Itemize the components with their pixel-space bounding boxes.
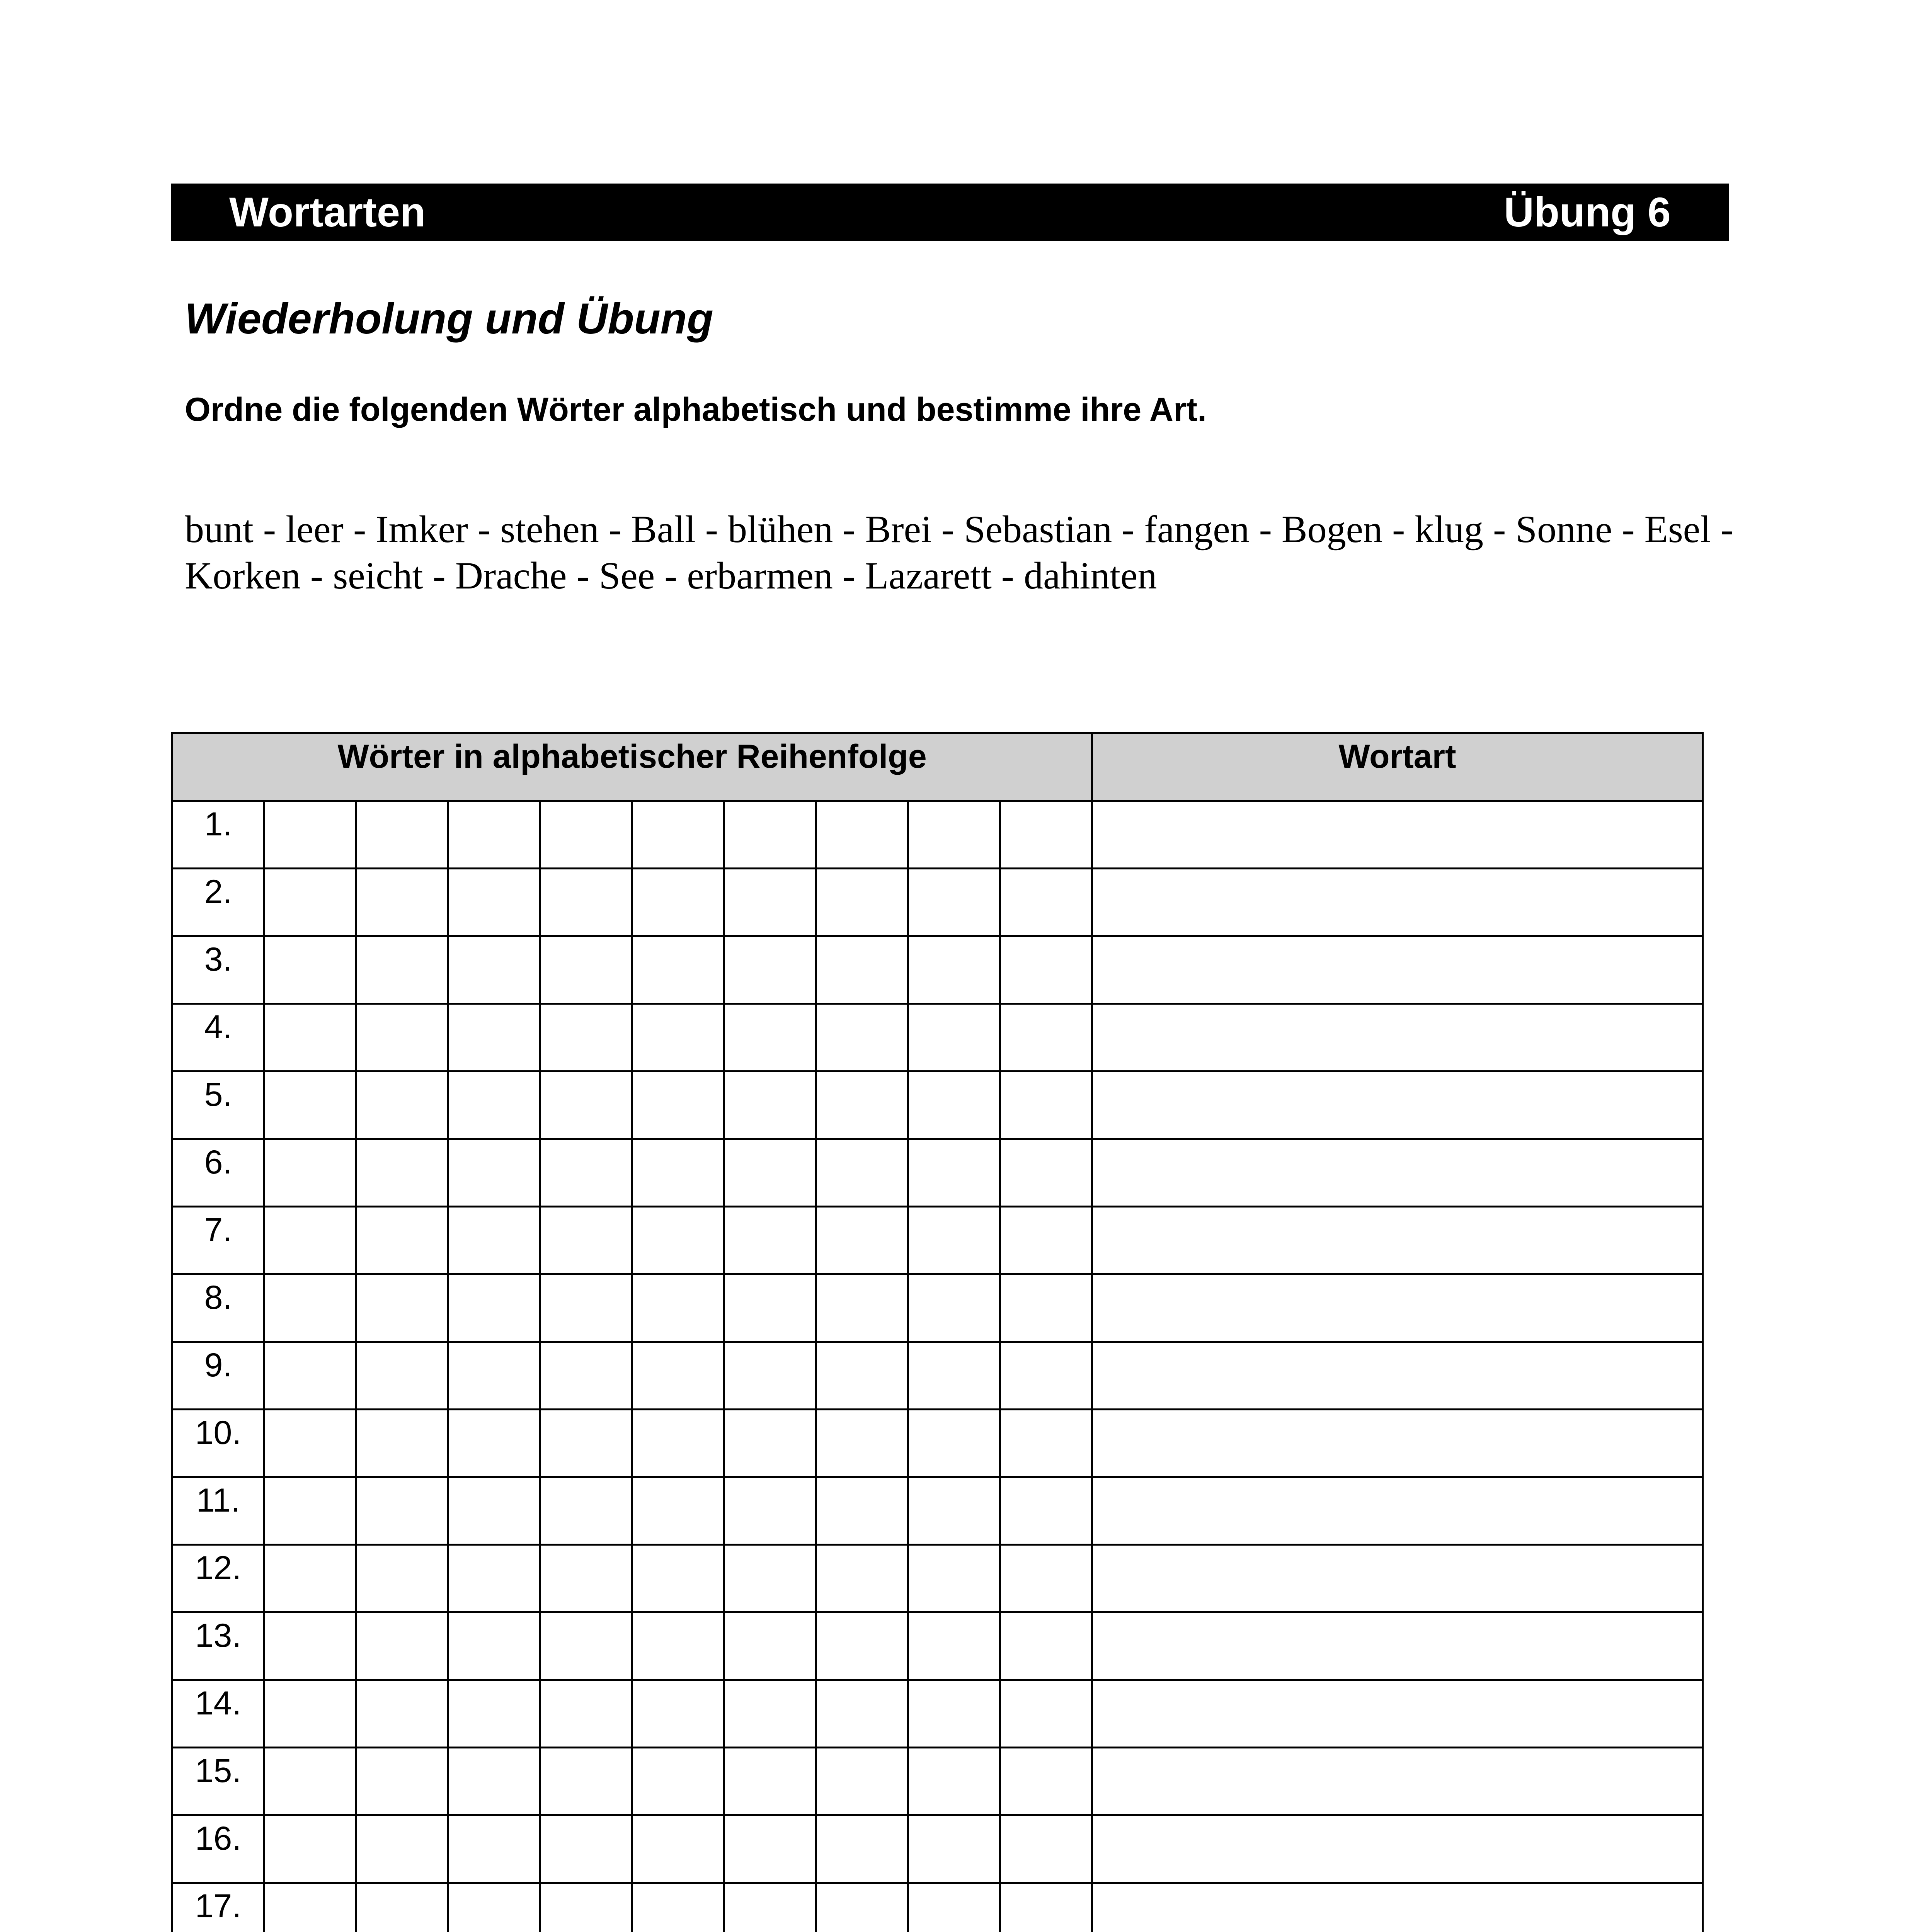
letter-cell[interactable]	[540, 1545, 632, 1612]
letter-cell[interactable]	[632, 1680, 724, 1748]
letter-cell[interactable]	[448, 1680, 540, 1748]
table-row	[172, 1477, 1703, 1545]
letter-cell[interactable]	[816, 1545, 908, 1612]
letter-cell[interactable]	[632, 1207, 724, 1274]
word-type-cell[interactable]	[1092, 1680, 1703, 1748]
letter-cell[interactable]	[264, 1748, 356, 1815]
table-row	[172, 1207, 1703, 1274]
row-number: 4.	[172, 1004, 264, 1071]
row-number: 6.	[172, 1139, 264, 1207]
word-line: Korken - seicht - Drache - See - erbarmen - Lazarett - dahinten	[185, 554, 1157, 597]
row-number: 16.	[172, 1815, 264, 1883]
word-type-cell[interactable]	[1092, 1612, 1703, 1680]
row-number: 10.	[172, 1410, 264, 1477]
letter-cell[interactable]	[1000, 1410, 1092, 1477]
letter-cell[interactable]	[908, 1071, 1000, 1139]
letter-cell[interactable]	[1000, 1139, 1092, 1207]
letter-cell[interactable]	[264, 1545, 356, 1612]
word-type-cell[interactable]	[1092, 1342, 1703, 1410]
letter-cell[interactable]	[264, 936, 356, 1004]
letter-cell[interactable]	[816, 1071, 908, 1139]
letter-cell[interactable]	[448, 1477, 540, 1545]
letter-cell[interactable]	[356, 1612, 448, 1680]
letter-cell[interactable]	[540, 801, 632, 869]
letter-cell[interactable]	[1000, 936, 1092, 1004]
letter-cell[interactable]	[356, 801, 448, 869]
row-number: 14.	[172, 1680, 264, 1748]
letter-cell[interactable]	[448, 1342, 540, 1410]
letter-cell[interactable]	[724, 801, 816, 869]
letter-cell[interactable]	[264, 1342, 356, 1410]
letter-cell[interactable]	[264, 1477, 356, 1545]
word-type-cell[interactable]	[1092, 1207, 1703, 1274]
letter-cell[interactable]	[356, 1274, 448, 1342]
column-header-words: Wörter in alphabetischer Reihenfolge	[172, 733, 1092, 801]
letter-cell[interactable]	[908, 1748, 1000, 1815]
letter-cell[interactable]	[540, 1004, 632, 1071]
letter-cell[interactable]	[908, 1274, 1000, 1342]
letter-cell[interactable]	[448, 1139, 540, 1207]
letter-cell[interactable]	[356, 1139, 448, 1207]
word-list	[185, 506, 1769, 599]
letter-cell[interactable]	[816, 1477, 908, 1545]
letter-cell[interactable]	[356, 936, 448, 1004]
word-type-cell[interactable]	[1092, 1004, 1703, 1071]
letter-cell[interactable]	[1000, 1815, 1092, 1883]
letter-cell[interactable]	[724, 936, 816, 1004]
letter-cell[interactable]	[540, 869, 632, 936]
letter-cell[interactable]	[908, 1139, 1000, 1207]
letter-cell[interactable]	[448, 1004, 540, 1071]
letter-cell[interactable]	[1000, 1207, 1092, 1274]
letter-cell[interactable]	[908, 1815, 1000, 1883]
letter-cell[interactable]	[1000, 1071, 1092, 1139]
letter-cell[interactable]	[816, 1410, 908, 1477]
letter-cell[interactable]	[724, 1612, 816, 1680]
table-row	[172, 1071, 1703, 1139]
letter-cell[interactable]	[816, 869, 908, 936]
letter-cell[interactable]	[908, 1680, 1000, 1748]
letter-cell[interactable]	[264, 1815, 356, 1883]
letter-cell[interactable]	[356, 1680, 448, 1748]
letter-cell[interactable]	[356, 1883, 448, 1932]
letter-cell[interactable]	[632, 1545, 724, 1612]
letter-cell[interactable]	[632, 1612, 724, 1680]
letter-cell[interactable]	[908, 1004, 1000, 1071]
table-row	[172, 1274, 1703, 1342]
letter-cell[interactable]	[908, 1477, 1000, 1545]
letter-cell[interactable]	[1000, 1883, 1092, 1932]
letter-cell[interactable]	[264, 801, 356, 869]
letter-cell[interactable]	[540, 1748, 632, 1815]
word-type-cell[interactable]	[1092, 1883, 1703, 1932]
letter-cell[interactable]	[264, 1139, 356, 1207]
letter-cell[interactable]	[264, 1274, 356, 1342]
letter-cell[interactable]	[356, 1815, 448, 1883]
letter-cell[interactable]	[540, 1207, 632, 1274]
row-number: 8.	[172, 1274, 264, 1342]
letter-cell[interactable]	[448, 1883, 540, 1932]
table-row	[172, 1139, 1703, 1207]
word-type-cell[interactable]	[1092, 1410, 1703, 1477]
table-row	[172, 1410, 1703, 1477]
letter-cell[interactable]	[724, 1207, 816, 1274]
letter-cell[interactable]	[908, 1342, 1000, 1410]
letter-cell[interactable]	[908, 1612, 1000, 1680]
letter-cell[interactable]	[908, 1207, 1000, 1274]
letter-cell[interactable]	[264, 1004, 356, 1071]
letter-cell[interactable]	[264, 1680, 356, 1748]
letter-cell[interactable]	[632, 1883, 724, 1932]
letter-cell[interactable]	[448, 1545, 540, 1612]
header-bar	[171, 184, 1729, 241]
letter-cell[interactable]	[724, 1410, 816, 1477]
letter-cell[interactable]	[632, 1139, 724, 1207]
letter-cell[interactable]	[356, 1410, 448, 1477]
word-type-cell[interactable]	[1092, 869, 1703, 936]
letter-cell[interactable]	[632, 801, 724, 869]
table-row	[172, 869, 1703, 936]
table-row	[172, 1748, 1703, 1815]
letter-cell[interactable]	[356, 1748, 448, 1815]
letter-cell[interactable]	[264, 1883, 356, 1932]
exercise-label: Übung 6	[1504, 189, 1671, 235]
letter-cell[interactable]	[540, 1815, 632, 1883]
letter-cell[interactable]	[356, 1071, 448, 1139]
letter-cell[interactable]	[816, 1680, 908, 1748]
letter-cell[interactable]	[540, 1139, 632, 1207]
letter-cell[interactable]	[540, 1883, 632, 1932]
subtitle: Wiederholung und Übung	[185, 294, 713, 343]
word-type-cell[interactable]	[1092, 801, 1703, 869]
word-type-cell[interactable]	[1092, 1139, 1703, 1207]
letter-cell[interactable]	[540, 1342, 632, 1410]
letter-cell[interactable]	[356, 869, 448, 936]
table-row	[172, 936, 1703, 1004]
letter-cell[interactable]	[816, 1612, 908, 1680]
letter-cell[interactable]	[1000, 1545, 1092, 1612]
letter-cell[interactable]	[724, 1477, 816, 1545]
letter-cell[interactable]	[724, 1139, 816, 1207]
word-type-cell[interactable]	[1092, 1815, 1703, 1883]
letter-cell[interactable]	[908, 936, 1000, 1004]
letter-cell[interactable]	[908, 1545, 1000, 1612]
letter-cell[interactable]	[356, 1004, 448, 1071]
column-header-type: Wortart	[1092, 733, 1703, 801]
row-number: 1.	[172, 801, 264, 869]
row-number: 12.	[172, 1545, 264, 1612]
table-row	[172, 1004, 1703, 1071]
letter-cell[interactable]	[264, 1612, 356, 1680]
letter-cell[interactable]	[816, 1274, 908, 1342]
letter-cell[interactable]	[632, 936, 724, 1004]
letter-cell[interactable]	[1000, 1612, 1092, 1680]
row-number: 13.	[172, 1612, 264, 1680]
table-header-row	[172, 733, 1703, 801]
row-number: 5.	[172, 1071, 264, 1139]
letter-cell[interactable]	[724, 869, 816, 936]
table-row	[172, 1815, 1703, 1883]
letter-cell[interactable]	[264, 1071, 356, 1139]
letter-cell[interactable]	[448, 1207, 540, 1274]
letter-cell[interactable]	[816, 1342, 908, 1410]
letter-cell[interactable]	[724, 1680, 816, 1748]
letter-cell[interactable]	[448, 1612, 540, 1680]
letter-cell[interactable]	[724, 1883, 816, 1932]
letter-cell[interactable]	[448, 936, 540, 1004]
letter-cell[interactable]	[264, 1410, 356, 1477]
letter-cell[interactable]	[448, 869, 540, 936]
letter-cell[interactable]	[816, 801, 908, 869]
letter-cell[interactable]	[632, 1071, 724, 1139]
letter-cell[interactable]	[448, 1274, 540, 1342]
table-row	[172, 1342, 1703, 1410]
word-type-cell[interactable]	[1092, 936, 1703, 1004]
word-type-cell[interactable]	[1092, 1477, 1703, 1545]
letter-cell[interactable]	[908, 869, 1000, 936]
letter-cell[interactable]	[540, 1612, 632, 1680]
table-row	[172, 1612, 1703, 1680]
row-number: 9.	[172, 1342, 264, 1410]
letter-cell[interactable]	[632, 1274, 724, 1342]
letter-cell[interactable]	[816, 1207, 908, 1274]
letter-cell[interactable]	[908, 1883, 1000, 1932]
word-type-cell[interactable]	[1092, 1545, 1703, 1612]
letter-cell[interactable]	[724, 1748, 816, 1815]
letter-cell[interactable]	[724, 1071, 816, 1139]
letter-cell[interactable]	[724, 1274, 816, 1342]
instruction: Ordne die folgenden Wörter alphabetisch und bestimme ihre Art.	[185, 391, 1207, 428]
letter-cell[interactable]	[908, 801, 1000, 869]
letter-cell[interactable]	[724, 1004, 816, 1071]
table-row	[172, 1680, 1703, 1748]
answer-table	[171, 732, 1704, 1932]
table-row	[172, 1545, 1703, 1612]
letter-cell[interactable]	[724, 1815, 816, 1883]
header-title: Wortarten	[229, 189, 426, 235]
letter-cell[interactable]	[816, 1004, 908, 1071]
letter-cell[interactable]	[1000, 801, 1092, 869]
table-row	[172, 1883, 1703, 1932]
letter-cell[interactable]	[356, 1545, 448, 1612]
letter-cell[interactable]	[448, 1748, 540, 1815]
letter-cell[interactable]	[264, 1207, 356, 1274]
letter-cell[interactable]	[264, 869, 356, 936]
letter-cell[interactable]	[632, 1410, 724, 1477]
letter-cell[interactable]	[448, 1410, 540, 1477]
letter-cell[interactable]	[448, 801, 540, 869]
letter-cell[interactable]	[816, 1139, 908, 1207]
letter-cell[interactable]	[448, 1815, 540, 1883]
row-number: 2.	[172, 869, 264, 936]
letter-cell[interactable]	[1000, 869, 1092, 936]
letter-cell[interactable]	[724, 1342, 816, 1410]
letter-cell[interactable]	[540, 1071, 632, 1139]
letter-cell[interactable]	[632, 1004, 724, 1071]
letter-cell[interactable]	[540, 1410, 632, 1477]
letter-cell[interactable]	[448, 1071, 540, 1139]
word-type-cell[interactable]	[1092, 1274, 1703, 1342]
letter-cell[interactable]	[356, 1477, 448, 1545]
row-number: 17.	[172, 1883, 264, 1932]
letter-cell[interactable]	[724, 1545, 816, 1612]
word-type-cell[interactable]	[1092, 1071, 1703, 1139]
letter-cell[interactable]	[1000, 1748, 1092, 1815]
letter-cell[interactable]	[632, 1815, 724, 1883]
row-number: 11.	[172, 1477, 264, 1545]
row-number: 3.	[172, 936, 264, 1004]
letter-cell[interactable]	[632, 1342, 724, 1410]
letter-cell[interactable]	[356, 1207, 448, 1274]
letter-cell[interactable]	[1000, 1477, 1092, 1545]
letter-cell[interactable]	[816, 1815, 908, 1883]
row-number: 7.	[172, 1207, 264, 1274]
letter-cell[interactable]	[632, 869, 724, 936]
letter-cell[interactable]	[540, 936, 632, 1004]
letter-cell[interactable]	[816, 1748, 908, 1815]
letter-cell[interactable]	[540, 1274, 632, 1342]
word-line: bunt - leer - Imker - stehen - Ball - blühen - Brei - Sebastian - fangen - Bogen - klug - Sonne - Esel -	[185, 508, 1734, 551]
letter-cell[interactable]	[632, 1748, 724, 1815]
letter-cell[interactable]	[1000, 1274, 1092, 1342]
letter-cell[interactable]	[1000, 1342, 1092, 1410]
letter-cell[interactable]	[356, 1342, 448, 1410]
letter-cell[interactable]	[540, 1477, 632, 1545]
letter-cell[interactable]	[1000, 1680, 1092, 1748]
letter-cell[interactable]	[632, 1477, 724, 1545]
letter-cell[interactable]	[1000, 1004, 1092, 1071]
table-row	[172, 801, 1703, 869]
letter-cell[interactable]	[816, 936, 908, 1004]
letter-cell[interactable]	[540, 1680, 632, 1748]
letter-cell[interactable]	[908, 1410, 1000, 1477]
row-number: 15.	[172, 1748, 264, 1815]
letter-cell[interactable]	[816, 1883, 908, 1932]
word-type-cell[interactable]	[1092, 1748, 1703, 1815]
